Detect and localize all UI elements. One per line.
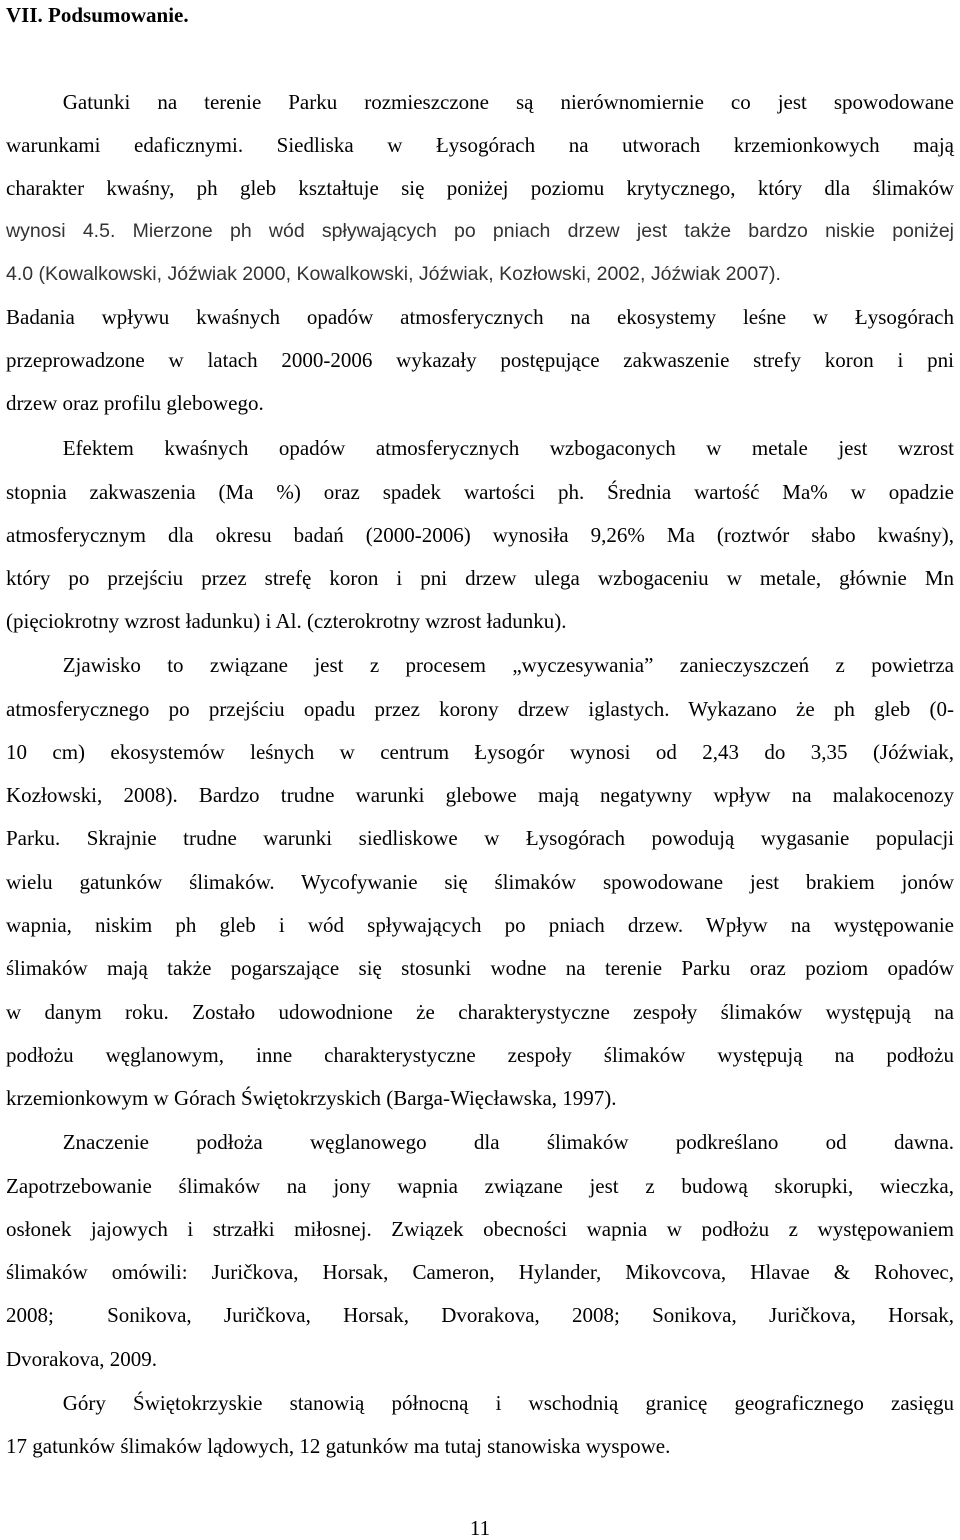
text-line: atmosferycznego po przejściu opadu przez korony drzew iglastych. Wykazano że ph gleb (0-: [6, 697, 954, 721]
text-line: wynosi 4.5. Mierzone ph wód spływających po pniach drzew jest także bardzo niskie poniżej: [6, 220, 954, 242]
text-line: Znaczenie podłoża węglanowego dla ślimaków podkreślano od dawna.: [6, 1130, 954, 1154]
text-line: osłonek jajowych i strzałki miłosnej. Związek obecności wapnia w podłożu z występowaniem: [6, 1217, 954, 1241]
text-line: krzemionkowym w Górach Świętokrzyskich (Barga-Więcławska, 1997).: [6, 1086, 617, 1110]
text-line: wielu gatunków ślimaków. Wycofywanie się ślimaków spowodowane jest brakiem jonów: [6, 870, 954, 894]
section-heading: VII. Podsumowanie.: [6, 3, 189, 27]
text-line: atmosferycznym dla okresu badań (2000-2006) wynosiła 9,26% Ma (roztwór słabo kwaśny),: [6, 523, 954, 547]
text-line: ślimaków mają także pogarszające się stosunki wodne na terenie Parku oraz poziom opadów: [6, 956, 954, 980]
text-line: przeprowadzone w latach 2000-2006 wykazały postępujące zakwaszenie strefy koron i pni: [6, 348, 954, 372]
text-line: Zjawisko to związane jest z procesem „wyczesywania” zanieczyszczeń z powietrza: [6, 653, 954, 677]
text-line: stopnia zakwaszenia (Ma %) oraz spadek wartości ph. Średnia wartość Ma% w opadzie: [6, 480, 954, 504]
text-line: Gatunki na terenie Parku rozmieszczone są nierównomiernie co jest spowodowane: [6, 90, 954, 114]
text-line: podłożu węglanowym, inne charakterystyczne zespoły ślimaków występują na podłożu: [6, 1043, 954, 1067]
text-line: 10 cm) ekosystemów leśnych w centrum Łysogór wynosi od 2,43 do 3,35 (Jóźwiak,: [6, 740, 954, 764]
text-line: Góry Świętokrzyskie stanowią północną i wschodnią granicę geograficznego zasięgu: [6, 1391, 954, 1415]
text-line: ślimaków omówili: Juričkova, Horsak, Cameron, Hylander, Mikovcova, Hlavae & Rohovec,: [6, 1260, 954, 1284]
text-line: Zapotrzebowanie ślimaków na jony wapnia związane jest z budową skorupki, wieczka,: [6, 1174, 954, 1198]
text-line: Dvorakova, 2009.: [6, 1347, 158, 1371]
text-line: Efektem kwaśnych opadów atmosferycznych wzbogaconych w metale jest wzrost: [6, 436, 954, 460]
text-line: Badania wpływu kwaśnych opadów atmosferycznych na ekosystemy leśne w Łysogórach: [6, 305, 954, 329]
text-line: który po przejściu przez strefę koron i pni drzew ulega wzbogaceniu w metale, głównie Mn: [6, 566, 954, 590]
text-line: charakter kwaśny, ph gleb kształtuje się poniżej poziomu krytycznego, który dla ślimaków: [6, 176, 954, 200]
text-line: wapnia, niskim ph gleb i wód spływających po pniach drzew. Wpływ na występowanie: [6, 913, 954, 937]
text-line: Kozłowski, 2008). Bardzo trudne warunki glebowe mają negatywny wpływ na malakocenozy: [6, 783, 954, 807]
text-line: 17 gatunków ślimaków lądowych, 12 gatunków ma tutaj stanowiska wyspowe.: [6, 1434, 671, 1458]
text-line: 4.0 (Kowalkowski, Jóźwiak 2000, Kowalkowski, Jóźwiak, Kozłowski, 2002, Jóźwiak 2007).: [6, 263, 781, 285]
text-line: 2008; Sonikova, Juričkova, Horsak, Dvorakova, 2008; Sonikova, Juričkova, Horsak,: [6, 1303, 954, 1327]
text-line: drzew oraz profilu glebowego.: [6, 391, 264, 415]
page-number: 11: [469, 1516, 491, 1540]
text-line: Parku. Skrajnie trudne warunki siedliskowe w Łysogórach powodują wygasanie populacji: [6, 826, 954, 850]
text-line: warunkami edaficznymi. Siedliska w Łysogórach na utworach krzemionkowych mają: [6, 133, 954, 157]
text-line: w danym roku. Zostało udowodnione że charakterystyczne zespoły ślimaków występują na: [6, 1000, 954, 1024]
text-line: (pięciokrotny wzrost ładunku) i Al. (czterokrotny wzrost ładunku).: [6, 609, 567, 633]
